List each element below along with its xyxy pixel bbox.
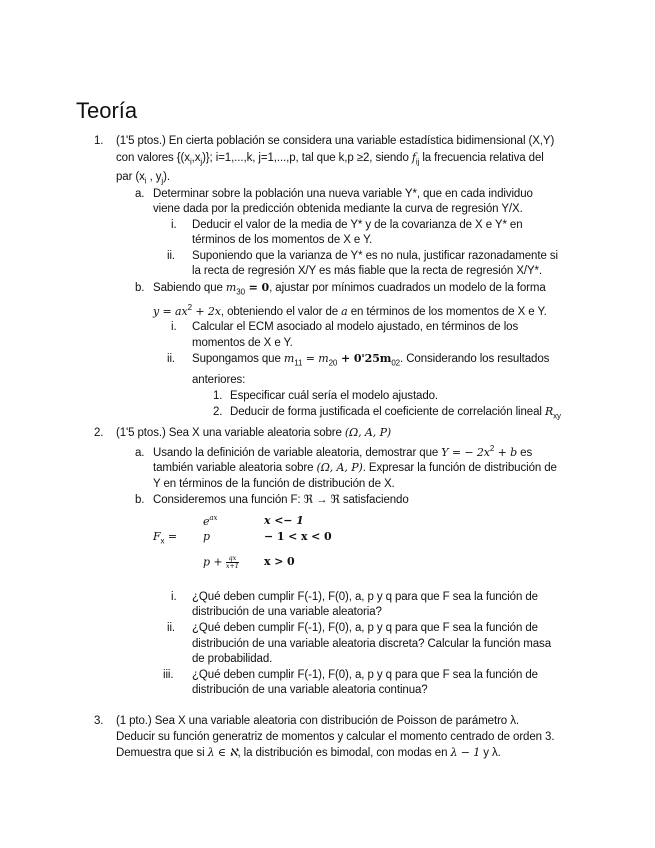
formula-cond: − 1 < x < 0 <box>264 530 332 543</box>
item-marker: iii. <box>163 669 174 681</box>
item-text: ¿Qué deben cumplir F(-1), F(0), a, p y q para que F sea la función de <box>192 591 538 603</box>
item-text: Supongamos que $m_{11} = m_{20} + 0'25m_{02}$. Considerando los resultados <box>192 352 550 368</box>
item-text: Calcular el ECM asociado al modelo ajustado, en términos de los <box>192 321 519 333</box>
item-text: par ($x_i$ , $y_j$). <box>116 171 170 186</box>
item-text: distribución de una variable aleatoria continua? <box>192 684 428 696</box>
item-text: viene dada por la predicción obtenida mediante la curva de regresión Y/X. <box>153 203 523 215</box>
item-marker: b. <box>135 282 145 294</box>
item-marker: 2. <box>213 406 223 418</box>
item-marker: a. <box>135 188 145 200</box>
item-marker: ii. <box>167 622 176 634</box>
item-text: Suponiendo que la varianza de Y* es no nula, justificar razonadamente si <box>192 250 558 262</box>
formula-case: p <box>203 530 210 543</box>
item-marker: 1. <box>94 135 104 147</box>
item-text: Usando la definición de variable aleatoria, demostrar que Y = − $2x^2 + b$ es <box>153 444 533 459</box>
item-text: momentos de X e Y. <box>192 337 293 349</box>
item-marker: a. <box>135 447 145 459</box>
item-marker: 2. <box>94 427 104 439</box>
item-text: $y = ax^2 + 2x$, obteniendo el valor de a en términos de los momentos de X e Y. <box>153 303 547 318</box>
item-text: (1 pto.) Sea X una variable aleatoria con distribución de Poisson de parámetro λ. <box>116 715 519 727</box>
item-text: términos de los momentos de X e Y. <box>192 234 373 246</box>
formula-case: p + $\frac{qx}{x+1}$ <box>203 554 239 570</box>
item-marker: i. <box>171 591 177 603</box>
formula-lhs: $F_x$ = <box>153 530 177 546</box>
item-text: Demuestra que si λ ∈ ℵ, la distribución es bimodal, con modas en λ − 1 y λ. <box>116 746 501 759</box>
item-text: ¿Qué deben cumplir F(-1), F(0), a, p y q para que F sea la función de <box>192 669 538 681</box>
item-marker: 1. <box>213 390 223 402</box>
item-marker: ii. <box>167 250 176 262</box>
item-marker: i. <box>171 321 177 333</box>
formula-cond: x > 0 <box>264 555 295 568</box>
item-marker: i. <box>171 219 177 231</box>
item-marker: 3. <box>94 715 104 727</box>
item-text: de probabilidad. <box>192 653 273 665</box>
item-marker: b. <box>135 494 145 506</box>
item-text: Deducir el valor de la media de Y* y de la covarianza de X e Y* en <box>192 219 523 231</box>
page-title: Teoría <box>76 98 138 123</box>
item-text: Deducir de forma justificada el coeficiente de correlación lineal $R_{xy}$ <box>230 405 561 421</box>
item-text: distribución de una variable aleatoria discreta? Calcular la función masa <box>192 638 551 650</box>
formula-case: $e^{ax}$ <box>203 514 218 528</box>
item-text: Deducir su función generatriz de momentos y calcular el momento centrado de orden 3. <box>116 731 555 743</box>
item-marker: ii. <box>167 353 176 365</box>
item-text: Especificar cuál sería el modelo ajustado. <box>230 390 439 402</box>
item-text: Determinar sobre la población una nueva variable Y*, que en cada individuo <box>153 188 533 200</box>
item-text: anteriores: <box>192 374 246 386</box>
item-text: (1'5 ptos.) En cierta población se considera una variable estadística bidimensional (X,Y) <box>116 135 555 147</box>
item-text: (1'5 ptos.) Sea X una variable aleatoria sobre (Ω, A, P) <box>116 426 392 439</box>
item-text: con valores $\{(x_i,x_j)\}$; i=1,...,k, j=1,...,p, tal que k,p ≥2, siendo $f_{ij}$ la frecuencia relativa del <box>116 151 544 167</box>
item-text: ¿Qué deben cumplir F(-1), F(0), a, p y q para que F sea la función de <box>192 622 538 634</box>
item-text: Consideremos una función F: ℜ → ℜ satisfaciendo <box>153 494 409 506</box>
item-text: la recta de regresión X/Y es más fiable que la recta de regresión X/Y*. <box>192 265 543 277</box>
item-text: Y en términos de la función de distribución de X. <box>153 478 395 490</box>
item-text: también variable aleatoria sobre (Ω, A, P). Expresar la función de distribución de <box>153 461 557 474</box>
item-text: Sabiendo que $m_{30} = 0$, ajustar por mínimos cuadrados un modelo de la forma <box>153 281 546 297</box>
formula-cond: x <− 1 <box>264 514 304 527</box>
item-text: distribución de una variable aleatoria? <box>192 606 382 618</box>
